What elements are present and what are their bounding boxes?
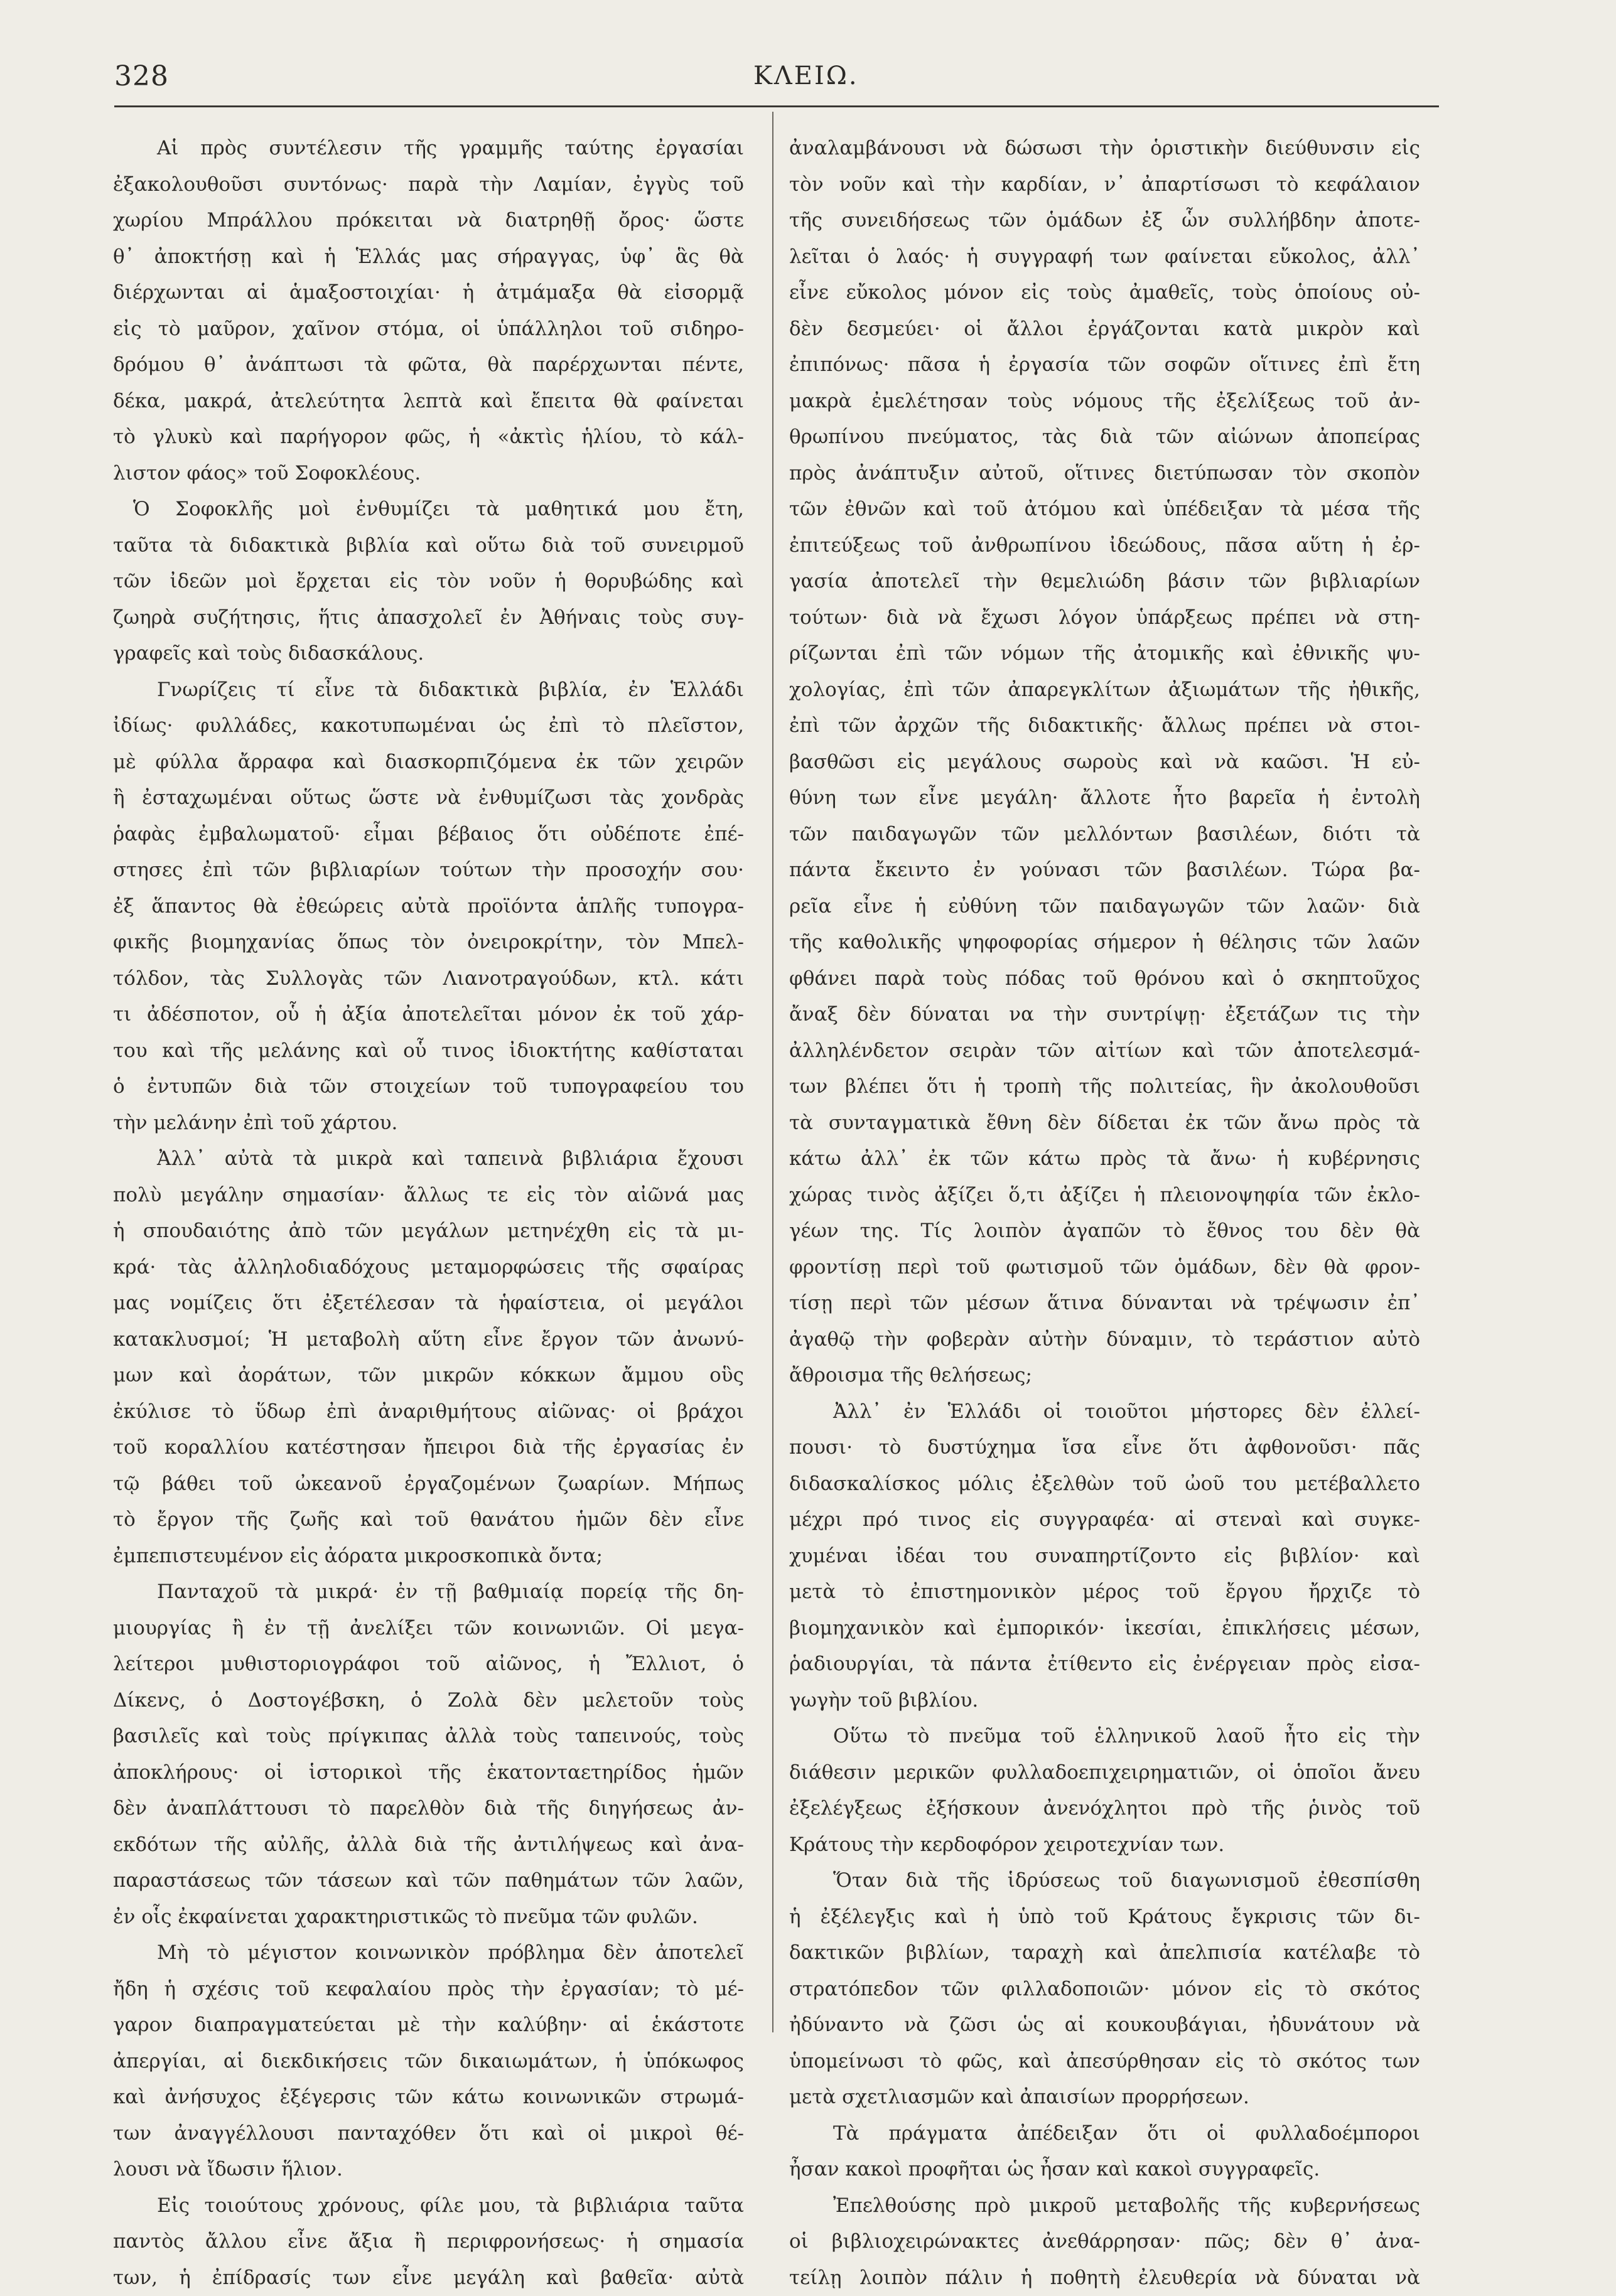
text-line: παντὸς ἄλλου εἶνε ἄξια ἢ περιφρονήσεως· ἡ σημασία	[113, 2224, 744, 2260]
text-line: των, ἡ ἐπίδρασίς των εἶνε μεγάλη καὶ βαθεῖα· αὐτὰ	[113, 2260, 744, 2296]
text-line: χώρας τινὸς ἀξίζει ὅ,τι ἀξίζει ἡ πλειονοψηφία τῶν ἐκλο-	[789, 1178, 1420, 1214]
text-line: Τὰ πράγματα ἀπέδειξαν ὅτι οἱ φυλλαδοέμποροι	[789, 2116, 1420, 2152]
text-line: κατακλυσμοί; Ἡ μεταβολὴ αὕτη εἶνε ἔργον τῶν ἀνωνύ-	[113, 1322, 744, 1358]
text-line: του καὶ τῆς μελάνης καὶ οὗ τινος ἰδιοκτήτης καθίσταται	[113, 1033, 744, 1070]
text-line: ἐπιτεύξεως τοῦ ἀνθρωπίνου ἰδεώδους, πᾶσα αὕτη ἡ ἐρ-	[789, 528, 1420, 564]
text-line: λεῖται ὁ λαός· ἡ συγγραφή των φαίνεται εὔκολος, ἀλλ᾽	[789, 239, 1420, 276]
text-line: τὴν μελάνην ἐπὶ τοῦ χάρτου.	[113, 1105, 744, 1142]
text-line: μετὰ τὸ ἐπιστημονικὸν μέρος τοῦ ἔργου ἤρχιζε τὸ	[789, 1574, 1420, 1611]
text-line: των ἀναγγέλλουσι πανταχόθεν ὅτι καὶ οἱ μικροὶ θέ-	[113, 2116, 744, 2152]
text-line: κρά· τὰς ἀλληλοδιαδόχους μεταμορφώσεις τῆς σφαίρας	[113, 1250, 744, 1286]
left-column	[113, 131, 744, 2296]
text-line: λιστον φάος» τοῦ Σοφοκλέους.	[113, 456, 744, 492]
text-line: Εἰς τοιούτους χρόνους, φίλε μου, τὰ βιβλιάρια ταῦτα	[113, 2188, 744, 2224]
text-line: ἀγαθῷ τὴν φοβερὰν αὐτὴν δύναμιν, τὸ τεράστιον αὐτὸ	[789, 1322, 1420, 1358]
text-line: ἐξ ἅπαντος θὰ ἐθεώρεις αὐτὰ προϊόντα ἁπλῆς τυπογρα-	[113, 889, 744, 925]
text-line: Πανταχοῦ τὰ μικρά· ἐν τῇ βαθμιαίᾳ πορείᾳ τῆς δη-	[113, 1574, 744, 1611]
text-line: εκδότων τῆς αὐλῆς, ἀλλὰ διὰ τῆς ἀντιλήψεως καὶ ἀνα-	[113, 1827, 744, 1864]
text-line: ἄναξ δὲν δύναται να τὴν συντρίψῃ· ἐξετάζων τις τὴν	[789, 997, 1420, 1033]
text-line: ἀπεργίαι, αἱ διεκδικήσεις τῶν δικαιωμάτων, ἡ ὑπόκωφος	[113, 2044, 744, 2080]
text-line: γασία ἀποτελεῖ τὴν θεμελιώδη βάσιν τῶν βιβλιαρίων	[789, 564, 1420, 600]
text-line: φικῆς βιομηχανίας ὅπως τὸν ὀνειροκρίτην, τὸν Μπελ-	[113, 925, 744, 961]
text-line: ἡ ἐξέλεγξις καὶ ἡ ὑπὸ τοῦ Κράτους ἔγκρισις τῶν δι-	[789, 1899, 1420, 1936]
text-line: παραστάσεως τῶν τάσεων καὶ τῶν παθημάτων τῶν λαῶν,	[113, 1863, 744, 1899]
text-line: ἐπὶ τῶν ἀρχῶν τῆς διδακτικῆς· ἄλλως πρέπει νὰ στοι-	[789, 708, 1420, 744]
text-line: ἤδη ἡ σχέσις τοῦ κεφαλαίου πρὸς τὴν ἐργασίαν; τὸ μέ-	[113, 1971, 744, 2008]
text-line: μὲ φύλλα ἄρραφα καὶ διασκορπιζόμενα ἐκ τῶν χειρῶν	[113, 744, 744, 781]
text-line: πουσι· τὸ δυστύχημα ἴσα εἶνε ὅτι ἀφθονοῦσι· πᾶς	[789, 1430, 1420, 1466]
text-line: γωγὴν τοῦ βιβλίου.	[789, 1683, 1420, 1719]
text-line: κάτω ἀλλ᾽ ἐκ τῶν κάτω πρὸς τὰ ἄνω· ἡ κυβέρνησις	[789, 1141, 1420, 1178]
page-number: 328	[114, 60, 169, 92]
text-line: τῶν ἰδεῶν μοὶ ἔρχεται εἰς τὸν νοῦν ἡ θορυβώδης καὶ	[113, 564, 744, 600]
text-line: θύνη των εἶνε μεγάλη· ἄλλοτε ἦτο βαρεῖα ἡ ἐντολὴ	[789, 780, 1420, 817]
text-line: ῥαδιουργίαι, τὰ πάντα ἐτίθεντο εἰς ἐνέργειαν πρὸς εἰσα-	[789, 1646, 1420, 1683]
text-line: ἦσαν κακοὶ προφῆται ὡς ἦσαν καὶ κακοὶ συγγραφεῖς.	[789, 2152, 1420, 2188]
running-head: ΚΛΕΙΩ.	[753, 62, 859, 90]
text-line: ζωηρὰ συζήτησις, ἥτις ἀπασχολεῖ ἐν Ἀθήναις τοὺς συγ-	[113, 600, 744, 636]
text-line: Οὕτω τὸ πνεῦμα τοῦ ἑλληνικοῦ λαοῦ ἦτο εἰς τὴν	[789, 1719, 1420, 1755]
text-line: ρεῖα εἶνε ἡ εὐθύνη τῶν παιδαγωγῶν τῶν λαῶν· διὰ	[789, 889, 1420, 925]
text-line: πάντα ἔκειντο ἐν γούνασι τῶν βασιλέων. Τώρα βα-	[789, 852, 1420, 889]
text-line: στρατόπεδον τῶν φιλλαδοποιῶν· μόνον εἰς τὸ σκότος	[789, 1971, 1420, 2008]
text-line: διέρχωνται αἱ ἁμαξοστοιχίαι· ἡ ἀτμάμαξα θὰ εἰσορμᾷ	[113, 275, 744, 311]
text-line: φθάνει παρὰ τοὺς πόδας τοῦ θρόνου καὶ ὁ σκηπτοῦχος	[789, 961, 1420, 997]
text-line: τῶν ἐθνῶν καὶ τοῦ ἀτόμου καὶ ὑπέδειξαν τὰ μέσα τῆς	[789, 491, 1420, 528]
text-line: τι ἀδέσποτον, οὗ ἡ ἀξία ἀποτελεῖται μόνον ἐκ τοῦ χάρ-	[113, 997, 744, 1033]
text-line: τοῦ κοραλλίου κατέστησαν ἤπειροι διὰ τῆς ἐργασίας ἐν	[113, 1430, 744, 1466]
text-line: ἐμπεπιστευμένον εἰς ἀόρατα μικροσκοπικὰ ὄντα;	[113, 1538, 744, 1575]
text-line: Ἀλλ᾽ ἐν Ἑλλάδι οἱ τοιοῦτοι μήστορες δὲν ἐλλεί-	[789, 1394, 1420, 1430]
text-line: πρὸς ἀνάπτυξιν αὐτοῦ, οἵτινες διετύπωσαν τὸν σκοπὸν	[789, 456, 1420, 492]
text-line: Ὅταν διὰ τῆς ἱδρύσεως τοῦ διαγωνισμοῦ ἐθεσπίσθη	[789, 1863, 1420, 1899]
text-line: ἡ σπουδαιότης ἀπὸ τῶν μεγάλων μετηνέχθη εἰς τὰ μι-	[113, 1213, 744, 1250]
header-rule	[114, 105, 1439, 107]
text-line: εἰς τὸ μαῦρον, χαῖνον στόμα, οἱ ὑπάλληλοι τοῦ σιδηρο-	[113, 311, 744, 348]
text-line: μακρὰ ἐμελέτησαν τοὺς νόμους τῆς ἐξελίξεως τοῦ ἀν-	[789, 384, 1420, 420]
text-line: Ἀλλ᾽ αὐτὰ τὰ μικρὰ καὶ ταπεινὰ βιβλιάρια ἔχουσι	[113, 1141, 744, 1178]
text-line: ὁ ἐντυπῶν διὰ τῶν στοιχείων τοῦ τυπογραφείου του	[113, 1069, 744, 1105]
text-line: τῆς συνειδήσεως τῶν ὁμάδων ἐξ ὧν συλλήβδην ἀποτε-	[789, 203, 1420, 239]
text-line: Αἱ πρὸς συντέλεσιν τῆς γραμμῆς ταύτης ἐργασίαι	[113, 131, 744, 167]
text-line: ἐπιπόνως· πᾶσα ἡ ἐργασία τῶν σοφῶν οἵτινες ἐπὶ ἔτη	[789, 347, 1420, 384]
text-line: λείτεροι μυθιστοριογράφοι τοῦ αἰῶνος, ἡ Ἔλλιοτ, ὁ	[113, 1646, 744, 1683]
text-line: Γνωρίζεις τί εἶνε τὰ διδακτικὰ βιβλία, ἐν Ἑλλάδι	[113, 672, 744, 709]
text-line: μιουργίας ἢ ἐν τῇ ἀνελίξει τῶν κοινωνιῶν. Οἱ μεγα-	[113, 1611, 744, 1647]
text-line: τόλδον, τὰς Συλλογὰς τῶν Λιανοτραγούδων, κτλ. κάτι	[113, 961, 744, 997]
text-line: ὑπομείνωσι τὸ φῶς, καὶ ἀπεσύρθησαν εἰς τὸ σκότος των	[789, 2044, 1420, 2080]
text-line: τὸ γλυκὺ καὶ παρήγορον φῶς, ἡ «ἀκτὶς ἡλίου, τὸ κάλ-	[113, 419, 744, 456]
text-line: ἠδύναντο νὰ ζῶσι ὡς αἱ κουκουβάγιαι, ἠδυνάτουν νὰ	[789, 2007, 1420, 2044]
text-line: τῶν παιδαγωγῶν τῶν μελλόντων βασιλέων, διότι τὰ	[789, 817, 1420, 853]
text-line: ἐν οἷς ἐκφαίνεται χαρακτηριστικῶς τὸ πνεῦμα τῶν φυλῶν.	[113, 1899, 744, 1936]
text-line: τούτων· διὰ νὰ ἔχωσι λόγον ὑπάρξεως πρέπει νὰ στη-	[789, 600, 1420, 636]
text-line: βιομηχανικὸν καὶ ἐμπορικόν· ἱκεσίαι, ἐπικλήσεις μέσων,	[789, 1611, 1420, 1647]
column-divider	[772, 112, 773, 2032]
text-line: τῆς καθολικῆς ψηφοφορίας σήμερον ἡ θέλησις τῶν λαῶν	[789, 925, 1420, 961]
text-line: Μὴ τὸ μέγιστον κοινωνικὸν πρόβλημα δὲν ἀποτελεῖ	[113, 1935, 744, 1971]
text-line: διδασκαλίσκος μόλις ἐξελθὼν τοῦ ὠοῦ του μετέβαλλετο	[789, 1466, 1420, 1503]
text-line: γέων της. Τίς λοιπὸν ἀγαπῶν τὸ ἔθνος του δὲν θὰ	[789, 1213, 1420, 1250]
right-column	[789, 131, 1420, 2296]
text-line: ἀναλαμβάνουσι νὰ δώσωσι τὴν ὁριστικὴν διεύθυνσιν εἰς	[789, 131, 1420, 167]
text-line: μας νομίζεις ὅτι ἐξετέλεσαν τὰ ἡφαίστεια, οἱ μεγάλοι	[113, 1285, 744, 1322]
text-line: ἀλληλένδετον σειρὰν τῶν αἰτίων καὶ τῶν ἀποτελεσμά-	[789, 1033, 1420, 1070]
text-line: διάθεσιν μερικῶν φυλλαδοεπιχειρηματιῶν, οἱ ὁποῖοι ἄνευ	[789, 1755, 1420, 1791]
text-line: ἐξελέγξεως ἐξήσκουν ἀνενόχλητοι πρὸ τῆς ῥινὸς τοῦ	[789, 1791, 1420, 1827]
text-line: μων καὶ ἀοράτων, τῶν μικρῶν κόκκων ἄμμου οὓς	[113, 1358, 744, 1394]
text-line: ῥαφὰς ἐμβαλωματοῦ· εἶμαι βέβαιος ὅτι οὐδέποτε ἐπέ-	[113, 817, 744, 853]
text-line: ἐξακολουθοῦσι συντόνως· παρὰ τὴν Λαμίαν, ἐγγὺς τοῦ	[113, 167, 744, 203]
text-line: χολογίας, ἐπὶ τῶν ἀπαρεγκλίτων ἀξιωμάτων τῆς ἠθικῆς,	[789, 672, 1420, 709]
text-line: πολὺ μεγάλην σημασίαν· ἄλλως τε εἰς τὸν αἰῶνά μας	[113, 1178, 744, 1214]
text-line: καὶ ἀνήσυχος ἐξέγερσις τῶν κάτω κοινωνικῶν στρωμά-	[113, 2079, 744, 2116]
text-line: δέκα, μακρά, ἀτελεύτητα λεπτὰ καὶ ἔπειτα θὰ φαίνεται	[113, 384, 744, 420]
text-line: τὸ ἔργον τῆς ζωῆς καὶ τοῦ θανάτου ἡμῶν δὲν εἶνε	[113, 1502, 744, 1538]
text-line: τὸν νοῦν καὶ τὴν καρδίαν, ν᾽ ἀπαρτίσωσι τὸ κεφάλαιον	[789, 167, 1420, 203]
text-line: θ᾽ ἀποκτήσῃ καὶ ἡ Ἑλλάς μας σήραγγας, ὑφ᾽ ἃς θὰ	[113, 239, 744, 276]
text-line: γραφεῖς καὶ τοὺς διδασκάλους.	[113, 636, 744, 672]
text-line: τὰ συνταγματικὰ ἔθνη δὲν δίδεται ἐκ τῶν ἄνω πρὸς τὰ	[789, 1105, 1420, 1142]
text-line: στησες ἐπὶ τῶν βιβλιαρίων τούτων τὴν προσοχήν σου·	[113, 852, 744, 889]
text-line: ἰδίως· φυλλάδες, κακοτυπωμέναι ὡς ἐπὶ τὸ πλεῖστον,	[113, 708, 744, 744]
text-line: εἶνε εὔκολος μόνον εἰς τοὺς ἀμαθεῖς, τοὺς ὁποίους οὐ-	[789, 275, 1420, 311]
text-line: χωρίου Μπράλλου πρόκειται νὰ διατρηθῇ ὄρος· ὥστε	[113, 203, 744, 239]
text-line: τῷ βάθει τοῦ ὠκεανοῦ ἐργαζομένων ζωαρίων. Μήπως	[113, 1466, 744, 1503]
text-line: γαρον διαπραγματεύεται μὲ τὴν καλύβην· αἱ ἑκάστοτε	[113, 2007, 744, 2044]
text-line: οἱ βιβλιοχειρώνακτες ἀνεθάρρησαν· πῶς; δὲν θ᾽ ἀνα-	[789, 2224, 1420, 2260]
text-line: δὲν ἀναπλάττουσι τὸ παρελθὸν διὰ τῆς διηγήσεως ἀν-	[113, 1791, 744, 1827]
text-line: μετὰ σχετλιασμῶν καὶ ἀπαισίων προρρήσεων.	[789, 2079, 1420, 2116]
text-line: δρόμου θ᾽ ἀνάπτωσι τὰ φῶτα, θὰ παρέρχωνται πέντε,	[113, 347, 744, 384]
text-line: Κράτους τὴν κερδοφόρον χειροτεχνίαν των.	[789, 1827, 1420, 1864]
text-line: των βλέπει ὅτι ἡ τροπὴ τῆς πολιτείας, ἣν ἀκολουθοῦσι	[789, 1069, 1420, 1105]
text-line: ἐκύλισε τὸ ὕδωρ ἐπὶ ἀναριθμήτους αἰῶνας· οἱ βράχοι	[113, 1394, 744, 1430]
text-line: ρίζωνται ἐπὶ τῶν νόμων τῆς ἀτομικῆς καὶ ἐθνικῆς ψυ-	[789, 636, 1420, 672]
text-line: Ἐπελθούσης πρὸ μικροῦ μεταβολῆς τῆς κυβερνήσεως	[789, 2188, 1420, 2224]
text-line: λουσι νὰ ἴδωσιν ἥλιον.	[113, 2152, 744, 2188]
text-line: δὲν δεσμεύει· οἱ ἄλλοι ἐργάζονται κατὰ μικρὸν καὶ	[789, 311, 1420, 348]
text-line: ταῦτα τὰ διδακτικὰ βιβλία καὶ οὕτω διὰ τοῦ συνειρμοῦ	[113, 528, 744, 564]
text-line: μέχρι πρό τινος εἰς συγγραφέα· αἱ στεναὶ καὶ συγκε-	[789, 1502, 1420, 1538]
text-line: ἀποκλήρους· οἱ ἱστορικοὶ τῆς ἑκατονταετηρίδος ἡμῶν	[113, 1755, 744, 1791]
text-line: θρωπίνου πνεύματος, τὰς διὰ τῶν αἰώνων ἀποπείρας	[789, 419, 1420, 456]
text-line: ἢ ἐσταχωμέναι οὕτως ὥστε νὰ ἐνθυμίζωσι τὰς χονδρὰς	[113, 780, 744, 817]
text-line: Ὁ Σοφοκλῆς μοὶ ἐνθυμίζει τὰ μαθητικά μου ἔτη,	[113, 491, 744, 528]
text-line: χυμέναι ἰδέαι του συναπηρτίζοντο εἰς βιβλίον· καὶ	[789, 1538, 1420, 1575]
text-line: ἄθροισμα τῆς θελήσεως;	[789, 1358, 1420, 1394]
text-line: Δίκενς, ὁ Δοστογέβσκη, ὁ Ζολὰ δὲν μελετοῦν τοὺς	[113, 1683, 744, 1719]
text-line: τείλῃ λοιπὸν πάλιν ἡ ποθητὴ ἐλευθερία νὰ δύναται νὰ	[789, 2260, 1420, 2296]
text-line: δακτικῶν βιβλίων, ταραχὴ καὶ ἀπελπισία κατέλαβε τὸ	[789, 1935, 1420, 1971]
text-line: τίσῃ περὶ τῶν μέσων ἅτινα δύνανται νὰ τρέψωσιν ἐπ᾽	[789, 1285, 1420, 1322]
text-line: βασιλεῖς καὶ τοὺς πρίγκιπας ἀλλὰ τοὺς ταπεινούς, τοὺς	[113, 1719, 744, 1755]
text-line: βασθῶσι εἰς μεγάλους σωροὺς καὶ νὰ καῶσι. Ἡ εὐ-	[789, 744, 1420, 781]
text-line: φροντίσῃ περὶ τοῦ φωτισμοῦ τῶν ὁμάδων, δὲν θὰ φρον-	[789, 1250, 1420, 1286]
